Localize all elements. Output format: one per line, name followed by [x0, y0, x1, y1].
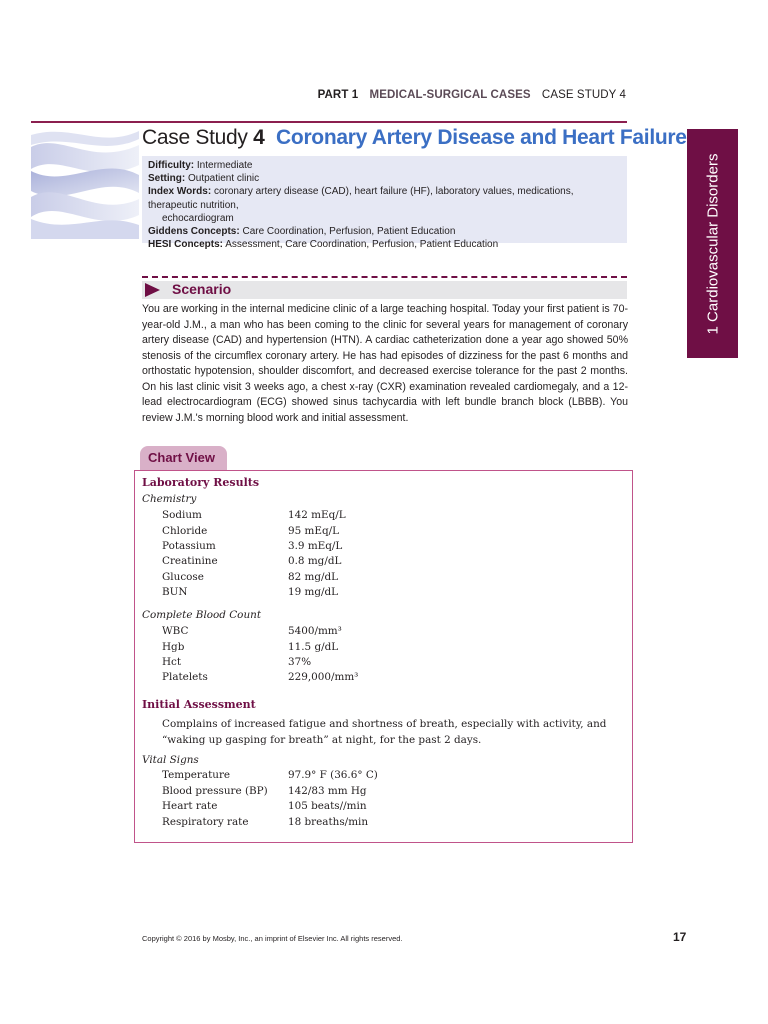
lab-name: Hct: [162, 656, 182, 668]
chapter-side-tab: [687, 129, 738, 358]
lab-name: Potassium: [162, 540, 216, 552]
difficulty-value: Intermediate: [196, 160, 253, 171]
lab-value: 0.8 mg/dL: [288, 555, 342, 567]
chemistry-label: Chemistry: [142, 493, 197, 505]
header-rule: [31, 121, 627, 123]
case-title-number: 4: [253, 126, 265, 149]
scenario-dashed-rule: [142, 276, 627, 278]
vital-name: Heart rate: [162, 800, 218, 812]
scenario-header: [142, 281, 627, 299]
lab-value: 5400/mm³: [288, 625, 342, 637]
setting-label: Setting:: [148, 173, 186, 185]
lab-results-heading: Laboratory Results: [142, 476, 260, 489]
lab-value: 95 mEq/L: [288, 525, 340, 537]
setting-line: [148, 172, 621, 185]
index-words-value: coronary artery disease (CAD), heart failure (HF), laboratory values, medications, therapeutic nutrition,: [148, 186, 574, 211]
setting-value: Outpatient clinic: [188, 173, 260, 185]
lab-name: Chloride: [162, 525, 208, 537]
difficulty-label: Difficulty:: [148, 160, 195, 171]
lab-value: 142 mEq/L: [288, 509, 346, 521]
vital-value: 105 beats//min: [288, 800, 367, 812]
lab-value: 229,000/mm³: [288, 671, 359, 683]
lab-value: 11.5 g/dL: [288, 641, 339, 653]
lab-value: 37%: [288, 656, 312, 668]
case-title-prefix: Case Study: [142, 126, 248, 149]
scenario-paragraph: You are working in the internal medicine clinic of a large teaching hospital. Today your first patient is 70-year-old J.M., a man who has been coming to the clinic for several years for management of coronary artery disease (CAD) and hypertension (HTN). A cardiac catheterization done a year ago showed 50% stenosis of the circumflex coronary artery. He has had episodes of dizziness for the past 6 months and orthostatic hypotension, shoulder discomfort, and decreased exercise tolerance for the past 2 months. On his last clinic visit 3 weeks ago, a chest x-ray (CXR) examination revealed cardiomegaly, and a 12-lead electrocardiogram (ECG) showed sinus tachycardia with left bundle branch block (LBBB). You review J.M.'s morning blood work and initial assessment.: [142, 303, 628, 424]
case-title: [142, 126, 687, 150]
lab-value: 82 mg/dL: [288, 571, 339, 583]
page-number: 17: [673, 930, 687, 944]
case-title-topic: Coronary Artery Disease and Heart Failure: [276, 126, 687, 149]
lab-name: BUN: [162, 586, 188, 598]
vital-value: 18 breaths/min: [288, 816, 369, 828]
scenario-heading: Scenario: [172, 281, 232, 297]
chart-view-box: [134, 470, 633, 843]
lab-name: Sodium: [162, 509, 202, 521]
hesi-value: Assessment, Care Coordination, Perfusion, Patient Education: [225, 239, 499, 251]
lab-name: Glucose: [162, 571, 204, 583]
hesi-line: [148, 238, 621, 251]
giddens-line: [148, 225, 621, 238]
vital-name: Respiratory rate: [162, 816, 249, 828]
difficulty-line: [148, 159, 621, 172]
chart-view-tab: [140, 446, 227, 471]
case-meta-box: [142, 156, 627, 251]
index-words-line: [148, 185, 621, 225]
giddens-label: Giddens Concepts:: [148, 226, 240, 238]
lab-name: Hgb: [162, 641, 185, 653]
hesi-label: HESI Concepts:: [148, 239, 224, 251]
vital-name: Temperature: [162, 769, 231, 781]
initial-assessment-heading: Initial Assessment: [142, 698, 256, 711]
triangle-marker-icon: [145, 283, 160, 297]
running-head-case: CASE STUDY 4: [541, 89, 626, 101]
decorative-wave-graphic: [31, 127, 139, 239]
vital-signs-label: Vital Signs: [142, 754, 199, 766]
lab-name: Platelets: [162, 671, 208, 683]
vital-name: Blood pressure (BP): [162, 785, 268, 797]
index-words-continued: echocardiogram: [162, 212, 234, 224]
running-head: [318, 89, 626, 101]
running-head-part: PART 1: [317, 89, 359, 101]
chapter-side-label: 1 Cardiovascular Disorders: [704, 153, 721, 334]
chart-view-tab-label: Chart View: [148, 450, 215, 465]
lab-value: 19 mg/dL: [288, 586, 339, 598]
lab-value: 3.9 mEq/L: [288, 540, 343, 552]
assessment-paragraph: Complains of increased fatigue and shortness of breath, especially with activity, and “waking up gasping for breath” at night, for the past 2 days.: [162, 718, 607, 746]
index-words-label: Index Words:: [148, 186, 212, 198]
running-head-section: MEDICAL-SURGICAL CASES: [369, 89, 531, 101]
copyright-footer: Copyright © 2016 by Mosby, Inc., an imprint of Elsevier Inc. All rights reserved.: [142, 934, 403, 943]
lab-name: WBC: [162, 625, 189, 637]
vital-value: 97.9° F (36.6° C): [288, 769, 378, 781]
vital-value: 142/83 mm Hg: [288, 785, 367, 797]
giddens-value: Care Coordination, Perfusion, Patient Education: [242, 226, 456, 238]
cbc-label: Complete Blood Count: [142, 609, 262, 621]
lab-name: Creatinine: [162, 555, 218, 567]
